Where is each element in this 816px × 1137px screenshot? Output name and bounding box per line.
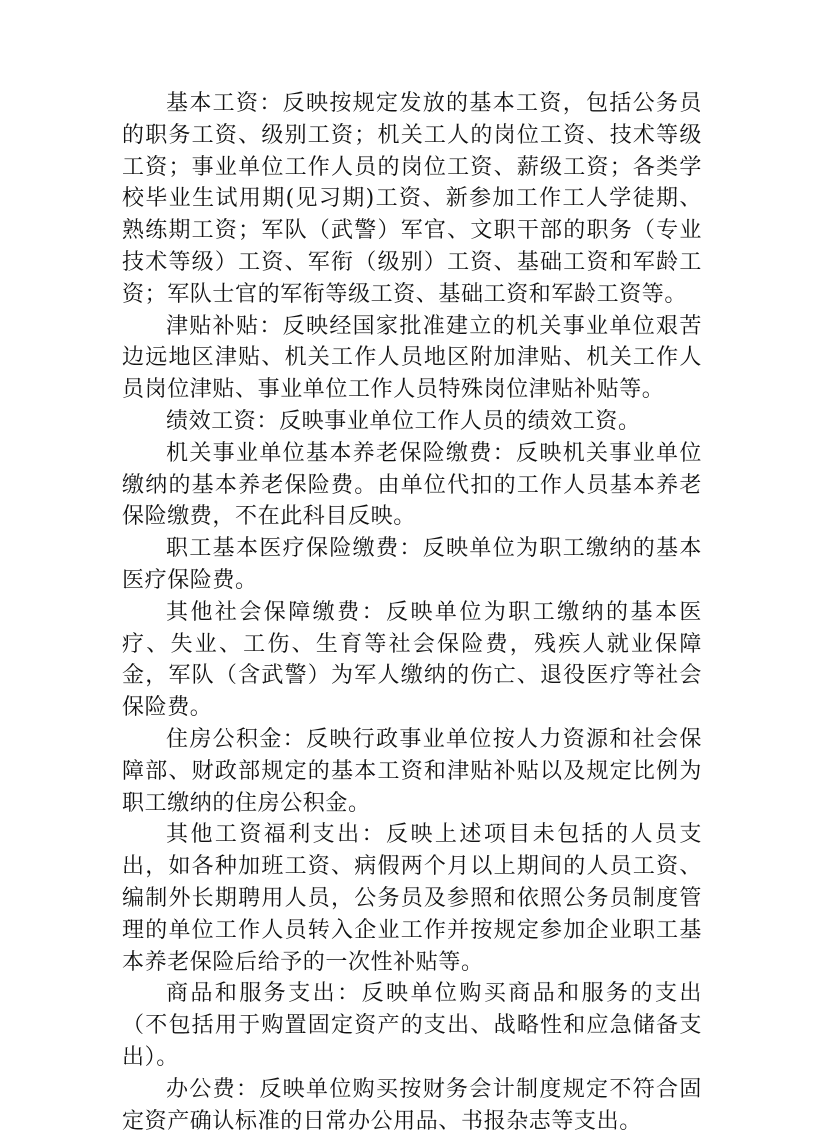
paragraph-basic-salary: 基本工资：反映按规定发放的基本工资，包括公务员的职务工资、级别工资；机关工人的岗位工资、技术等级工资；事业单位工作人员的岗位工资、薪级工资；各类学校毕业生试用期(见习期)工资、新参加工作工人学徒期、熟练期工资；军队（武警）军官、文职干部的职务（专业技术等级）工资、军衔（级别）工资、基础工资和军龄工资；军队士官的军衔等级工资、基础工资和军龄工资等。: [122, 91, 702, 307]
paragraph-office-expenses: 办公费：反映单位购买按财务会计制度规定不符合固定资产确认标准的日常办公用品、书报杂志等支出。: [122, 1076, 702, 1134]
paragraph-medical-insurance: 职工基本医疗保险缴费：反映单位为职工缴纳的基本医疗保险费。: [122, 536, 702, 593]
paragraph-goods-services: 商品和服务支出：反映单位购买商品和服务的支出（不包括用于购置固定资产的支出、战略性和应急储备支出）。: [122, 981, 702, 1070]
paragraph-other-welfare: 其他工资福利支出：反映上述项目未包括的人员支出，如各种加班工资、病假两个月以上期间的人员工资、编制外长期聘用人员，公务员及参照和依照公务员制度管理的单位工作人员转入企业工作并按规定参加企业职工基本养老保险后给予的一次性补贴等。: [122, 822, 702, 975]
paragraph-other-social-security: 其他社会保障缴费：反映单位为职工缴纳的基本医疗、失业、工伤、生育等社会保险费，残疾人就业保障金，军队（含武警）为军人缴纳的伤亡、退役医疗等社会保险费。: [122, 599, 702, 721]
document-page: [122, 88, 702, 1137]
paragraph-housing-fund: 住房公积金：反映行政事业单位按人力资源和社会保障部、财政部规定的基本工资和津贴补贴以及规定比例为职工缴纳的住房公积金。: [122, 726, 702, 816]
paragraph-allowances: 津贴补贴：反映经国家批准建立的机关事业单位艰苦边远地区津贴、机关工作人员地区附加津贴、机关工作人员岗位津贴、事业单位工作人员特殊岗位津贴补贴等。: [122, 313, 702, 403]
paragraph-pension-insurance: 机关事业单位基本养老保险缴费：反映机关事业单位缴纳的基本养老保险费。由单位代扣的工作人员基本养老保险缴费，不在此科目反映。: [122, 440, 702, 530]
paragraph-performance-pay: 绩效工资：反映事业单位工作人员的绩效工资。: [166, 408, 641, 434]
